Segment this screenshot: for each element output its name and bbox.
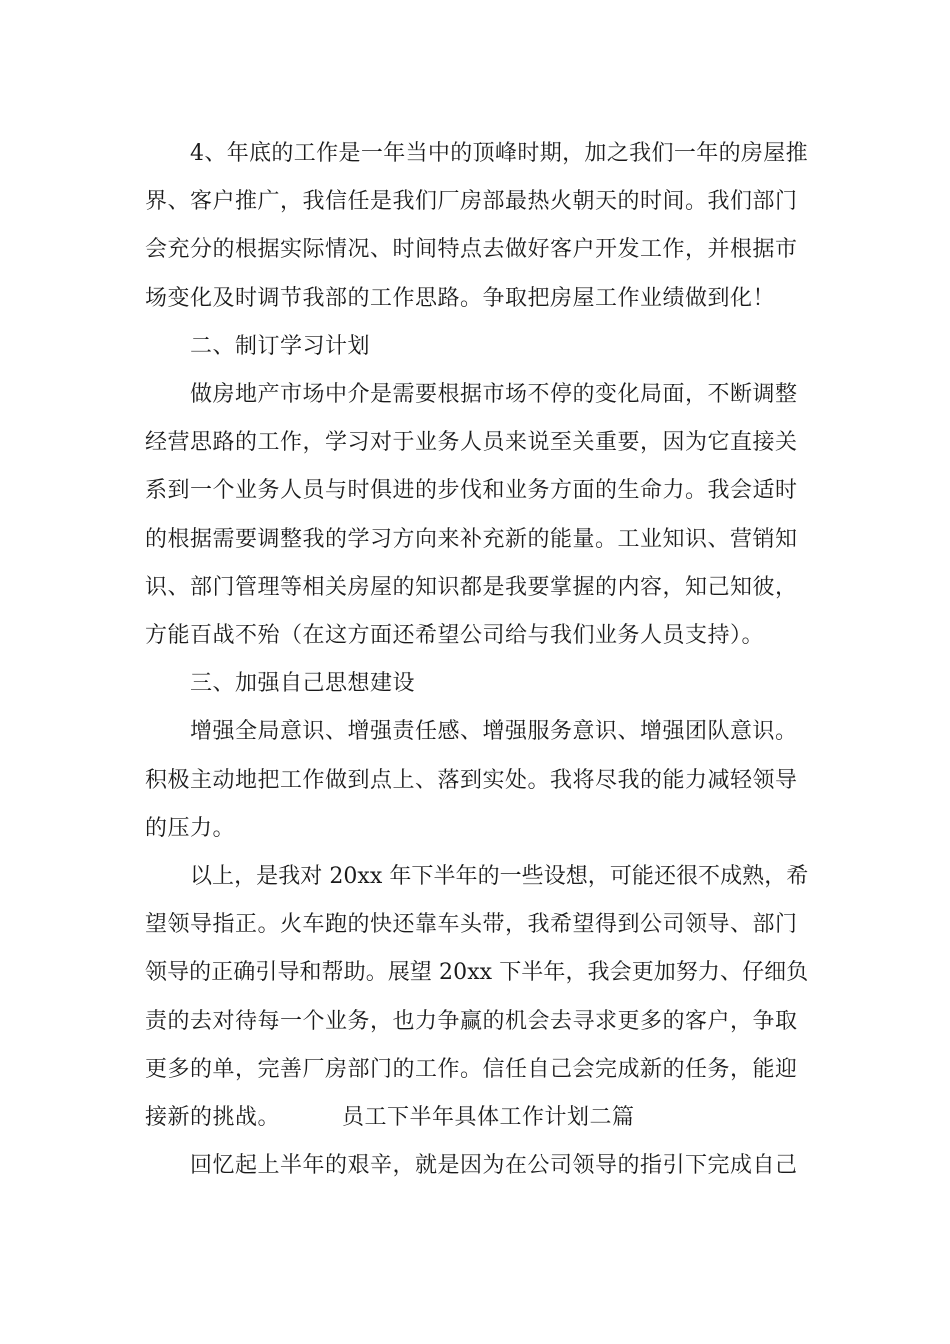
section-heading: 二、制订学习计划 [190, 334, 371, 359]
paragraph-line: 更多的单，完善厂房部门的工作。信任自己会完成新的任务，能迎 [145, 1057, 798, 1082]
paragraph-line: 做房地产市场中介是需要根据市场不停的变化局面，不断调整 [190, 382, 798, 407]
paragraph-line: 以上，是我对 20xx 年下半年的一些设想，可能还很不成熟，希 [190, 864, 809, 889]
paragraph-line: 界、客户推广，我信任是我们厂房部最热火朝天的时间。我们部门 [145, 189, 798, 214]
paragraph-line: 回忆起上半年的艰辛，就是因为在公司领导的指引下完成自己 [190, 1153, 798, 1178]
paragraph-line: 的根据需要调整我的学习方向来补充新的能量。工业知识、营销知 [145, 527, 798, 552]
document-title: 员工下半年具体工作计划二篇 [342, 1105, 635, 1130]
paragraph-line: 方能百战不殆（在这方面还希望公司给与我们业务人员支持）。 [145, 623, 765, 648]
paragraph-line: 增强全局意识、增强责任感、增强服务意识、增强团队意识。 [190, 719, 798, 744]
paragraph-line: 系到一个业务人员与时俱进的步伐和业务方面的生命力。我会适时 [145, 478, 798, 503]
paragraph-line: 的压力。 [145, 816, 236, 841]
paragraph-line: 积极主动地把工作做到点上、落到实处。我将尽我的能力减轻领导 [145, 768, 798, 793]
paragraph-line: 识、部门管理等相关房屋的知识都是我要掌握的内容，知己知彼， [145, 575, 798, 600]
paragraph-line: 领导的正确引导和帮助。展望 20xx 下半年，我会更加努力、仔细负 [145, 960, 809, 985]
paragraph-line-with-title [145, 1103, 635, 1133]
paragraph-line: 责的去对待每一个业务，也力争赢的机会去寻求更多的客户，争取 [145, 1009, 798, 1034]
paragraph-line: 场变化及时调节我部的工作思路。争取把房屋工作业绩做到化！ [145, 286, 776, 311]
paragraph-line: 接新的挑战。 [145, 1105, 281, 1130]
paragraph-line: 望领导指正。火车跑的快还靠车头带，我希望得到公司领导、部门 [145, 912, 798, 937]
paragraph-line: 经营思路的工作，学习对于业务人员来说至关重要，因为它直接关 [145, 430, 798, 455]
paragraph-line: 会充分的根据实际情况、时间特点去做好客户开发工作，并根据市 [145, 237, 798, 262]
paragraph-line: 4、年底的工作是一年当中的顶峰时期，加之我们一年的房屋推 [190, 141, 808, 166]
section-heading: 三、加强自己思想建设 [190, 671, 416, 696]
